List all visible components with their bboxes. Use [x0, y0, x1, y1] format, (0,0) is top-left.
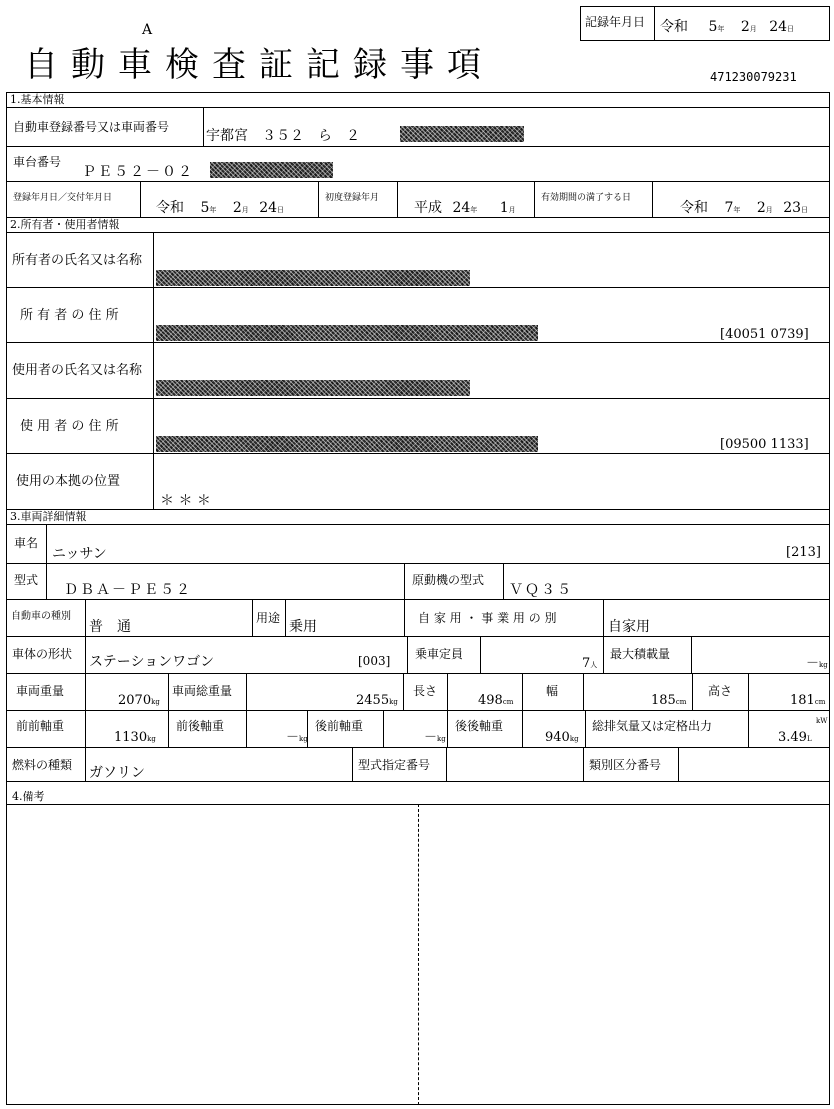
- redacted-user-name: [156, 380, 470, 396]
- fuel-value: ガソリン: [89, 765, 145, 781]
- remarks-divider: [418, 804, 419, 1105]
- owner-address-label: 所 有 者 の 住 所: [20, 308, 119, 323]
- max-load-label: 最大積載量: [610, 647, 671, 661]
- body-shape-value: ステーションワゴン: [89, 654, 215, 670]
- gross-weight-label: 車両総重量: [172, 684, 233, 698]
- body-shape-code: [003]: [358, 654, 391, 668]
- displacement-unit-top: kW: [816, 717, 828, 725]
- user-address-code: [09500 1133]: [720, 437, 809, 452]
- redacted-user-address: [156, 436, 538, 452]
- private-business-label: 自 家 用 ・ 事 業 用 の 別: [418, 611, 557, 625]
- rr-axle-value: 940kg: [545, 730, 579, 745]
- use-label: 用途: [256, 611, 281, 625]
- type-designation-label: 型式指定番号: [358, 758, 431, 772]
- section2-heading-row: [6, 217, 830, 233]
- owner-address-code: [40051 0739]: [720, 327, 809, 342]
- max-load-value: －kg: [806, 656, 828, 671]
- model-value: ＤＢＡ－ＰＥ５２: [64, 582, 192, 598]
- fr-axle-label: 前後軸重: [176, 719, 225, 733]
- redacted-owner-name: [156, 270, 470, 286]
- expiry-value: 令和 7年 2月 23日: [680, 200, 809, 216]
- redacted-owner-address: [156, 325, 538, 341]
- expiry-label: 有効期間の満了する日: [541, 193, 632, 203]
- height-label: 高さ: [708, 684, 733, 698]
- car-name-code: [213]: [786, 545, 821, 560]
- engine-model-label: 原動機の型式: [412, 573, 485, 587]
- use-value: 乗用: [289, 619, 317, 635]
- capacity-value: 7人: [582, 656, 598, 671]
- height-value: 181cm: [790, 693, 826, 708]
- car-name-row: [6, 524, 830, 564]
- gross-weight-value: 2455kg: [356, 693, 398, 708]
- user-name-label: 使用者の氏名又は名称: [12, 363, 143, 378]
- engine-model-value: ＶＱ３５: [509, 582, 573, 598]
- base-location-label: 使用の本拠の位置: [16, 474, 121, 489]
- fr-axle-value: －kg: [286, 730, 308, 745]
- weight-label: 車両重量: [16, 684, 65, 698]
- section3-heading-row: [6, 509, 830, 525]
- model-label: 型式: [14, 573, 39, 587]
- first-registration-value: 平成 24年 1月: [414, 200, 516, 216]
- displacement-value: 3.49L: [778, 730, 812, 745]
- registration-date-value: 令和 5年 2月 24日: [156, 200, 285, 216]
- first-registration-label: 初度登録年月: [325, 193, 380, 203]
- length-label: 長さ: [413, 684, 438, 698]
- rf-axle-value: －kg: [424, 730, 446, 745]
- section4-heading-row: [6, 781, 830, 805]
- class-number-label: 類別区分番号: [589, 758, 662, 772]
- section2-heading: 2.所有者・使用者情報: [10, 218, 120, 231]
- record-date-value: 令和 5年 2月 24日: [660, 19, 795, 35]
- displacement-label: 総排気量又は定格出力: [592, 719, 713, 733]
- body-shape-label: 車体の形状: [12, 647, 73, 661]
- registration-number-label: 自動車登録番号又は車両番号: [13, 120, 170, 134]
- registration-date-label: 登録年月日／交付年月日: [13, 193, 113, 203]
- chassis-number-label: 車台番号: [13, 155, 62, 169]
- section1-heading-row: [6, 92, 830, 108]
- weight-value: 2070kg: [118, 693, 160, 708]
- fuel-label: 燃料の種類: [12, 758, 73, 772]
- section3-heading: 3.車両詳細情報: [10, 510, 87, 523]
- document-title: 自動車検査証記録事項: [24, 45, 494, 85]
- registration-number-value: 宇都宮 ３５２ ら ２: [206, 128, 360, 144]
- length-value: 498cm: [478, 693, 514, 708]
- redacted-registration-digits: [400, 126, 524, 142]
- owner-name-label: 所有者の氏名又は名称: [12, 253, 143, 268]
- ff-axle-label: 前前軸重: [16, 719, 65, 733]
- vehicle-type-label: 自動車の種別: [11, 611, 71, 622]
- capacity-label: 乗車定員: [415, 647, 464, 661]
- width-label: 幅: [546, 684, 559, 698]
- rr-axle-label: 後後軸重: [455, 719, 504, 733]
- car-name-value: ニッサン: [52, 546, 107, 562]
- rf-axle-label: 後前軸重: [315, 719, 364, 733]
- section4-heading: 4.備考: [12, 790, 45, 803]
- base-location-value: ＊ ＊ ＊: [160, 493, 211, 509]
- record-date-label: 記録年月日: [585, 15, 646, 29]
- section1-heading: 1.基本情報: [10, 93, 65, 106]
- private-business-value: 自家用: [608, 619, 650, 635]
- ff-axle-value: 1130kg: [114, 730, 156, 745]
- car-name-label: 車名: [14, 536, 39, 550]
- corner-mark: A: [142, 22, 153, 38]
- user-address-label: 使 用 者 の 住 所: [20, 419, 119, 434]
- document-number: 471230079231: [710, 70, 797, 84]
- width-value: 185cm: [651, 693, 687, 708]
- vehicle-type-value: 普 通: [89, 619, 131, 635]
- redacted-chassis-digits: [210, 162, 333, 178]
- chassis-number-value: ＰＥ５２－０２: [82, 164, 194, 180]
